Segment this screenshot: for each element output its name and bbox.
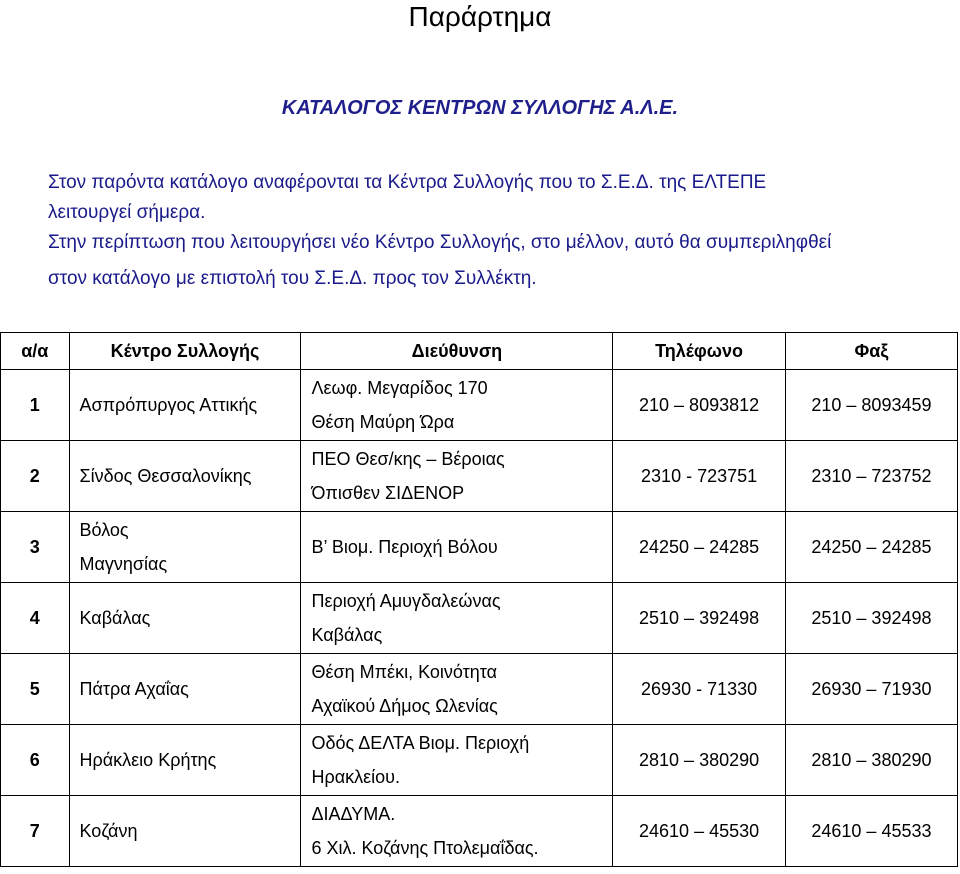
table-row <box>1 512 958 583</box>
row-phone: 24610 – 45530 <box>613 796 786 867</box>
address-line-2: Όπισθεν ΣΙΔΕΝΟΡ <box>311 483 465 503</box>
row-fax: 24610 – 45533 <box>785 796 957 867</box>
center-name: Καβάλας <box>79 608 151 628</box>
row-fax: 2310 – 723752 <box>785 441 957 512</box>
table-row <box>1 796 958 867</box>
row-fax: 24250 – 24285 <box>785 512 957 583</box>
address-line-1: Οδός ΔΕΛΤΑ Βιομ. Περιοχή <box>311 733 530 753</box>
address-line-2: Καβάλας <box>311 625 383 645</box>
address-line-1: Β’ Βιομ. Περιοχή Βόλου <box>311 537 498 557</box>
row-address <box>301 725 613 796</box>
row-address <box>301 654 613 725</box>
row-center <box>69 796 301 867</box>
row-center <box>69 370 301 441</box>
intro-line-4: στον κατάλογο με επιστολή του Σ.Ε.Δ. προς τον Συλλέκτη. <box>48 268 537 289</box>
intro-line-2: λειτουργεί σήμερα. <box>48 202 206 223</box>
row-center <box>69 441 301 512</box>
table-row <box>1 441 958 512</box>
address-line-1: Θέση Μπέκι, Κοινότητα <box>311 662 498 682</box>
address-line-1: ΠΕΟ Θεσ/κης – Βέροιας <box>311 449 505 469</box>
row-num: 6 <box>1 725 70 796</box>
row-fax: 210 – 8093459 <box>785 370 957 441</box>
row-num: 4 <box>1 583 70 654</box>
header-phone: Τηλέφωνο <box>613 333 786 370</box>
row-phone: 24250 – 24285 <box>613 512 786 583</box>
catalog-subtitle: ΚΑΤΑΛΟΓΟΣ ΚΕΝΤΡΩΝ ΣΥΛΛΟΓΗΣ Α.Λ.Ε. <box>281 97 679 119</box>
address-line-2: Αχαϊκού Δήμος Ωλενίας <box>311 696 498 716</box>
table-row <box>1 370 958 441</box>
row-phone: 2510 – 392498 <box>613 583 786 654</box>
address-line-2: 6 Χιλ. Κοζάνης Πτολεμαΐδας. <box>311 838 539 858</box>
table-header-row <box>1 333 958 370</box>
table-row <box>1 583 958 654</box>
row-center <box>69 725 301 796</box>
address-line-2: Θέση Μαύρη Ώρα <box>311 412 455 432</box>
row-num: 2 <box>1 441 70 512</box>
center-name: Ασπρόπυργος Αττικής <box>79 395 258 415</box>
row-fax: 2810 – 380290 <box>785 725 957 796</box>
row-center <box>69 654 301 725</box>
row-address <box>301 583 613 654</box>
address-line-2: Ηρακλείου. <box>311 767 401 787</box>
row-num: 7 <box>1 796 70 867</box>
header-num: α/α <box>1 333 70 370</box>
intro-line-1: Στον παρόντα κατάλογο αναφέρονται τα Κέντρα Συλλογής που το Σ.Ε.Δ. της ΕΛΤΕΠΕ <box>48 172 767 193</box>
intro-line-3: Στην περίπτωση που λειτουργήσει νέο Κέντρο Συλλογής, στο μέλλον, αυτό θα συμπεριληφθεί <box>48 232 832 253</box>
row-address <box>301 370 613 441</box>
table-row <box>1 654 958 725</box>
row-fax: 2510 – 392498 <box>785 583 957 654</box>
collection-centers-table <box>0 332 958 867</box>
row-phone: 210 – 8093812 <box>613 370 786 441</box>
row-num: 3 <box>1 512 70 583</box>
header-center: Κέντρο Συλλογής <box>69 333 301 370</box>
row-fax: 26930 – 71930 <box>785 654 957 725</box>
header-fax: Φαξ <box>785 333 957 370</box>
row-num: 5 <box>1 654 70 725</box>
address-line-1: ΔΙΑΔΥΜΑ. <box>311 804 396 824</box>
row-address <box>301 512 613 583</box>
row-address <box>301 796 613 867</box>
row-center <box>69 512 301 583</box>
center-name-line-2: Μαγνησίας <box>79 554 168 574</box>
row-phone: 2810 – 380290 <box>613 725 786 796</box>
header-address: Διεύθυνση <box>301 333 613 370</box>
table-row <box>1 725 958 796</box>
center-name: Σίνδος Θεσσαλονίκης <box>79 466 252 486</box>
row-phone: 26930 - 71330 <box>613 654 786 725</box>
center-name: Πάτρα Αχαΐας <box>79 679 189 699</box>
center-name: Βόλος <box>79 520 129 540</box>
address-line-1: Λεωφ. Μεγαρίδος 170 <box>311 378 488 398</box>
center-name: Κοζάνη <box>79 821 138 841</box>
address-line-1: Περιοχή Αμυγδαλεώνας <box>311 591 501 611</box>
page-title: Παράρτημα <box>408 1 552 32</box>
row-num: 1 <box>1 370 70 441</box>
row-address <box>301 441 613 512</box>
row-phone: 2310 - 723751 <box>613 441 786 512</box>
center-name: Ηράκλειο Κρήτης <box>79 750 217 770</box>
row-center <box>69 583 301 654</box>
